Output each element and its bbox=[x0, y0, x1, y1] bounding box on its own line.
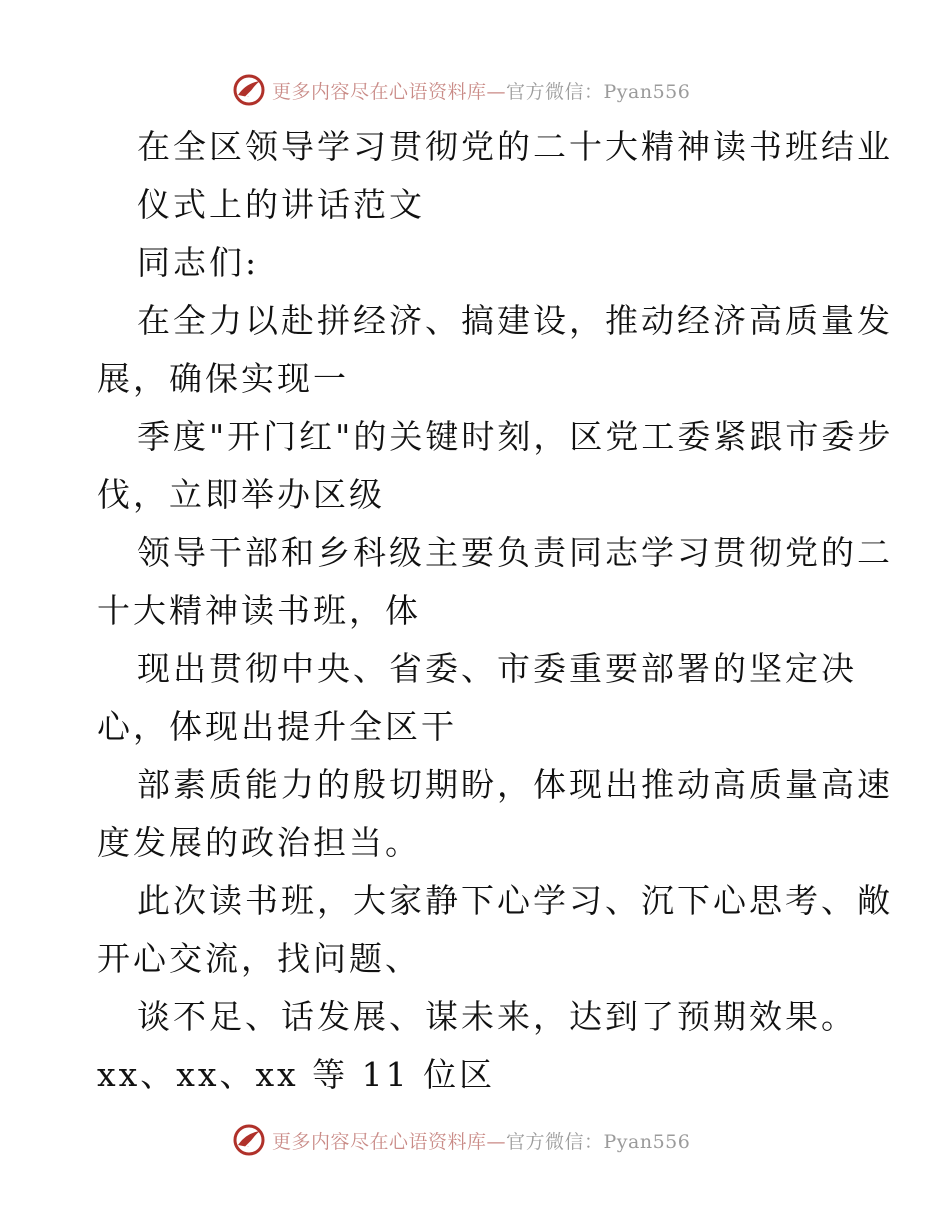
text-line: 季度"开门红"的关键时刻，区党工委紧跟市委步 bbox=[137, 417, 894, 456]
header-banner-dash: — bbox=[486, 80, 507, 103]
document-body bbox=[97, 118, 894, 1104]
text-line: 伐，立即举办区级 bbox=[97, 475, 385, 514]
text-line: 展，确保实现一 bbox=[97, 359, 349, 398]
text-line: 度发展的政治担当。 bbox=[97, 823, 421, 862]
text-line: 仪式上的讲话范文 bbox=[137, 185, 425, 224]
text-line: 在全力以赴拼经济、搞建设，推动经济高质量发 bbox=[137, 301, 893, 340]
footer-banner bbox=[232, 1122, 712, 1158]
header-banner-wechat: 官方微信：Pyan556 bbox=[506, 80, 691, 103]
text-line: 现出贯彻中央、省委、市委重要部署的坚定决 bbox=[137, 649, 857, 688]
text-line: 谈不足、话发展、谋未来，达到了预期效果。 bbox=[137, 997, 857, 1036]
text-line: 同志们: bbox=[137, 243, 260, 282]
header-banner bbox=[232, 72, 712, 108]
text-line: 开心交流，找问题、 bbox=[97, 939, 421, 978]
brand-logo-icon bbox=[232, 1123, 266, 1157]
header-banner-label: 更多内容尽在心语资料库 bbox=[272, 80, 487, 103]
text-line: xx、xx、xx 等 11 位区 bbox=[97, 1055, 496, 1094]
footer-banner-dash: — bbox=[486, 1130, 507, 1153]
text-line: 部素质能力的殷切期盼，体现出推动高质量高速 bbox=[137, 765, 893, 804]
header-banner-text bbox=[272, 77, 690, 104]
text-line: 十大精神读书班，体 bbox=[97, 591, 421, 630]
footer-banner-wechat: 官方微信：Pyan556 bbox=[506, 1130, 691, 1153]
text-line: 心，体现出提升全区干 bbox=[97, 707, 457, 746]
brand-logo-icon bbox=[232, 73, 266, 107]
text-line: 领导干部和乡科级主要负责同志学习贯彻党的二 bbox=[137, 533, 893, 572]
text-line: 在全区领导学习贯彻党的二十大精神读书班结业 bbox=[137, 127, 893, 166]
footer-banner-text bbox=[272, 1127, 690, 1154]
footer-banner-label: 更多内容尽在心语资料库 bbox=[272, 1130, 487, 1153]
text-line: 此次读书班，大家静下心学习、沉下心思考、敞 bbox=[137, 881, 893, 920]
